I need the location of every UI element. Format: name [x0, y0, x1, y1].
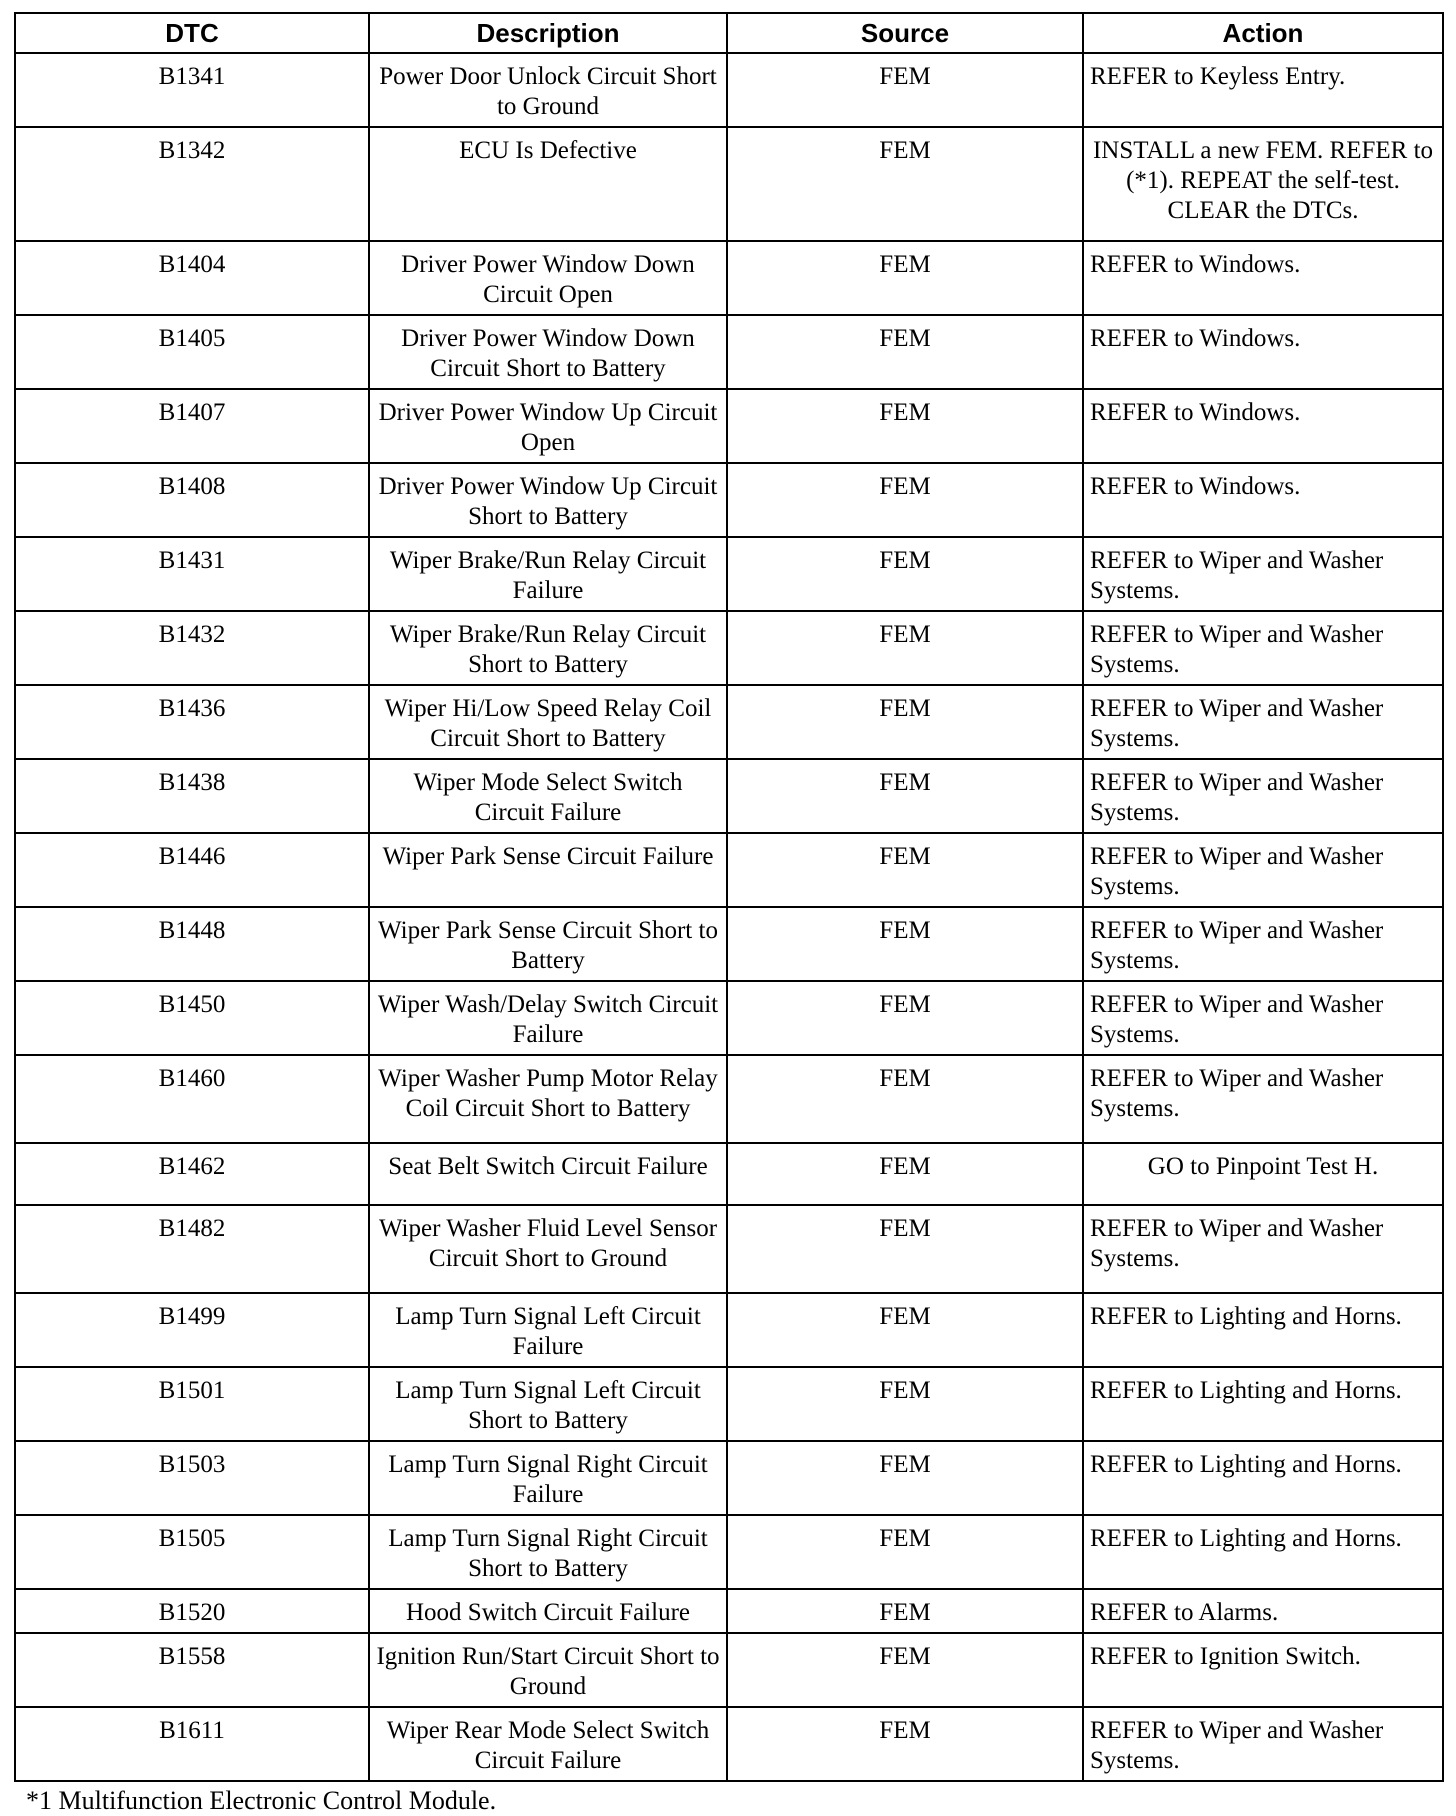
description-cell: Driver Power Window Down Circuit Open	[369, 241, 727, 315]
action-cell: REFER to Wiper and Washer Systems.	[1083, 685, 1443, 759]
table-row	[15, 1143, 1443, 1205]
action-cell: REFER to Wiper and Washer Systems.	[1083, 907, 1443, 981]
source-cell: FEM	[727, 315, 1083, 389]
description-cell: Wiper Rear Mode Select Switch Circuit Failure	[369, 1707, 727, 1781]
description-cell: Wiper Brake/Run Relay Circuit Failure	[369, 537, 727, 611]
action-cell: REFER to Windows.	[1083, 389, 1443, 463]
source-cell: FEM	[727, 833, 1083, 907]
description-cell: Power Door Unlock Circuit Short to Ground	[369, 53, 727, 127]
dtc-cell: B1503	[15, 1441, 369, 1515]
dtc-cell: B1405	[15, 315, 369, 389]
description-cell: Wiper Mode Select Switch Circuit Failure	[369, 759, 727, 833]
action-cell: REFER to Lighting and Horns.	[1083, 1293, 1443, 1367]
description-cell: Ignition Run/Start Circuit Short to Ground	[369, 1633, 727, 1707]
action-cell: REFER to Wiper and Washer Systems.	[1083, 833, 1443, 907]
table-row	[15, 1515, 1443, 1589]
dtc-cell: B1505	[15, 1515, 369, 1589]
source-cell: FEM	[727, 1589, 1083, 1633]
source-cell: FEM	[727, 1055, 1083, 1143]
action-cell: REFER to Lighting and Horns.	[1083, 1367, 1443, 1441]
dtc-cell: B1341	[15, 53, 369, 127]
description-cell: Hood Switch Circuit Failure	[369, 1589, 727, 1633]
description-cell: Wiper Hi/Low Speed Relay Coil Circuit Short to Battery	[369, 685, 727, 759]
table-body	[15, 53, 1443, 1781]
action-cell: REFER to Windows.	[1083, 463, 1443, 537]
dtc-cell: B1558	[15, 1633, 369, 1707]
dtc-cell: B1431	[15, 537, 369, 611]
source-cell: FEM	[727, 1441, 1083, 1515]
table-row	[15, 759, 1443, 833]
action-cell: REFER to Wiper and Washer Systems.	[1083, 537, 1443, 611]
dtc-cell: B1611	[15, 1707, 369, 1781]
description-cell: Wiper Brake/Run Relay Circuit Short to Battery	[369, 611, 727, 685]
action-cell: REFER to Wiper and Washer Systems.	[1083, 1205, 1443, 1293]
table-row	[15, 833, 1443, 907]
table-row	[15, 315, 1443, 389]
description-cell: Lamp Turn Signal Left Circuit Short to Battery	[369, 1367, 727, 1441]
description-cell: Wiper Park Sense Circuit Short to Battery	[369, 907, 727, 981]
action-cell: REFER to Windows.	[1083, 315, 1443, 389]
header-action: Action	[1083, 13, 1443, 53]
source-cell: FEM	[727, 389, 1083, 463]
action-cell: INSTALL a new FEM. REFER to (*1). REPEAT the self-test. CLEAR the DTCs.	[1083, 127, 1443, 241]
description-cell: Lamp Turn Signal Left Circuit Failure	[369, 1293, 727, 1367]
description-cell: Driver Power Window Up Circuit Short to Battery	[369, 463, 727, 537]
header-source: Source	[727, 13, 1083, 53]
action-cell: REFER to Wiper and Washer Systems.	[1083, 759, 1443, 833]
table-row	[15, 1633, 1443, 1707]
dtc-cell: B1448	[15, 907, 369, 981]
action-cell: REFER to Wiper and Washer Systems.	[1083, 1707, 1443, 1781]
action-cell: REFER to Ignition Switch.	[1083, 1633, 1443, 1707]
description-cell: Seat Belt Switch Circuit Failure	[369, 1143, 727, 1205]
description-cell: Wiper Park Sense Circuit Failure	[369, 833, 727, 907]
table-row	[15, 1055, 1443, 1143]
source-cell: FEM	[727, 53, 1083, 127]
description-cell: Wiper Washer Fluid Level Sensor Circuit Short to Ground	[369, 1205, 727, 1293]
source-cell: FEM	[727, 611, 1083, 685]
action-cell: REFER to Keyless Entry.	[1083, 53, 1443, 127]
dtc-cell: B1407	[15, 389, 369, 463]
table-row	[15, 389, 1443, 463]
action-cell: REFER to Lighting and Horns.	[1083, 1441, 1443, 1515]
header-dtc: DTC	[15, 13, 369, 53]
dtc-cell: B1446	[15, 833, 369, 907]
source-cell: FEM	[727, 1707, 1083, 1781]
table-row	[15, 241, 1443, 315]
source-cell: FEM	[727, 1633, 1083, 1707]
dtc-cell: B1342	[15, 127, 369, 241]
source-cell: FEM	[727, 1293, 1083, 1367]
dtc-cell: B1462	[15, 1143, 369, 1205]
header-row	[15, 13, 1443, 53]
table-row	[15, 1205, 1443, 1293]
source-cell: FEM	[727, 1515, 1083, 1589]
description-cell: Lamp Turn Signal Right Circuit Failure	[369, 1441, 727, 1515]
dtc-cell: B1482	[15, 1205, 369, 1293]
action-cell: REFER to Wiper and Washer Systems.	[1083, 1055, 1443, 1143]
source-cell: FEM	[727, 1367, 1083, 1441]
description-cell: Driver Power Window Down Circuit Short to Battery	[369, 315, 727, 389]
table-row	[15, 463, 1443, 537]
source-cell: FEM	[727, 907, 1083, 981]
description-cell: Wiper Wash/Delay Switch Circuit Failure	[369, 981, 727, 1055]
dtc-cell: B1432	[15, 611, 369, 685]
action-cell: REFER to Lighting and Horns.	[1083, 1515, 1443, 1589]
dtc-cell: B1450	[15, 981, 369, 1055]
source-cell: FEM	[727, 241, 1083, 315]
table-row	[15, 1441, 1443, 1515]
description-cell: Wiper Washer Pump Motor Relay Coil Circuit Short to Battery	[369, 1055, 727, 1143]
dtc-cell: B1404	[15, 241, 369, 315]
dtc-cell: B1499	[15, 1293, 369, 1367]
source-cell: FEM	[727, 759, 1083, 833]
table-row	[15, 1589, 1443, 1633]
table-row	[15, 685, 1443, 759]
dtc-table	[14, 12, 1444, 1782]
source-cell: FEM	[727, 463, 1083, 537]
page	[14, 12, 1442, 1782]
table-row	[15, 1707, 1443, 1781]
table-row	[15, 1293, 1443, 1367]
table-row	[15, 1367, 1443, 1441]
action-cell: REFER to Windows.	[1083, 241, 1443, 315]
header-description: Description	[369, 13, 727, 53]
dtc-cell: B1460	[15, 1055, 369, 1143]
dtc-cell: B1501	[15, 1367, 369, 1441]
description-cell: Driver Power Window Up Circuit Open	[369, 389, 727, 463]
dtc-cell: B1436	[15, 685, 369, 759]
description-cell: ECU Is Defective	[369, 127, 727, 241]
source-cell: FEM	[727, 127, 1083, 241]
footnote: *1 Multifunction Electronic Control Module.	[26, 1786, 497, 1815]
table-row	[15, 53, 1443, 127]
table-row	[15, 981, 1443, 1055]
dtc-cell: B1438	[15, 759, 369, 833]
action-cell: REFER to Alarms.	[1083, 1589, 1443, 1633]
table-row	[15, 611, 1443, 685]
dtc-cell: B1520	[15, 1589, 369, 1633]
source-cell: FEM	[727, 685, 1083, 759]
table-row	[15, 127, 1443, 241]
table-row	[15, 537, 1443, 611]
table-row	[15, 907, 1443, 981]
description-cell: Lamp Turn Signal Right Circuit Short to Battery	[369, 1515, 727, 1589]
source-cell: FEM	[727, 537, 1083, 611]
action-cell: REFER to Wiper and Washer Systems.	[1083, 611, 1443, 685]
source-cell: FEM	[727, 1143, 1083, 1205]
source-cell: FEM	[727, 1205, 1083, 1293]
dtc-cell: B1408	[15, 463, 369, 537]
action-cell: GO to Pinpoint Test H.	[1083, 1143, 1443, 1205]
action-cell: REFER to Wiper and Washer Systems.	[1083, 981, 1443, 1055]
source-cell: FEM	[727, 981, 1083, 1055]
